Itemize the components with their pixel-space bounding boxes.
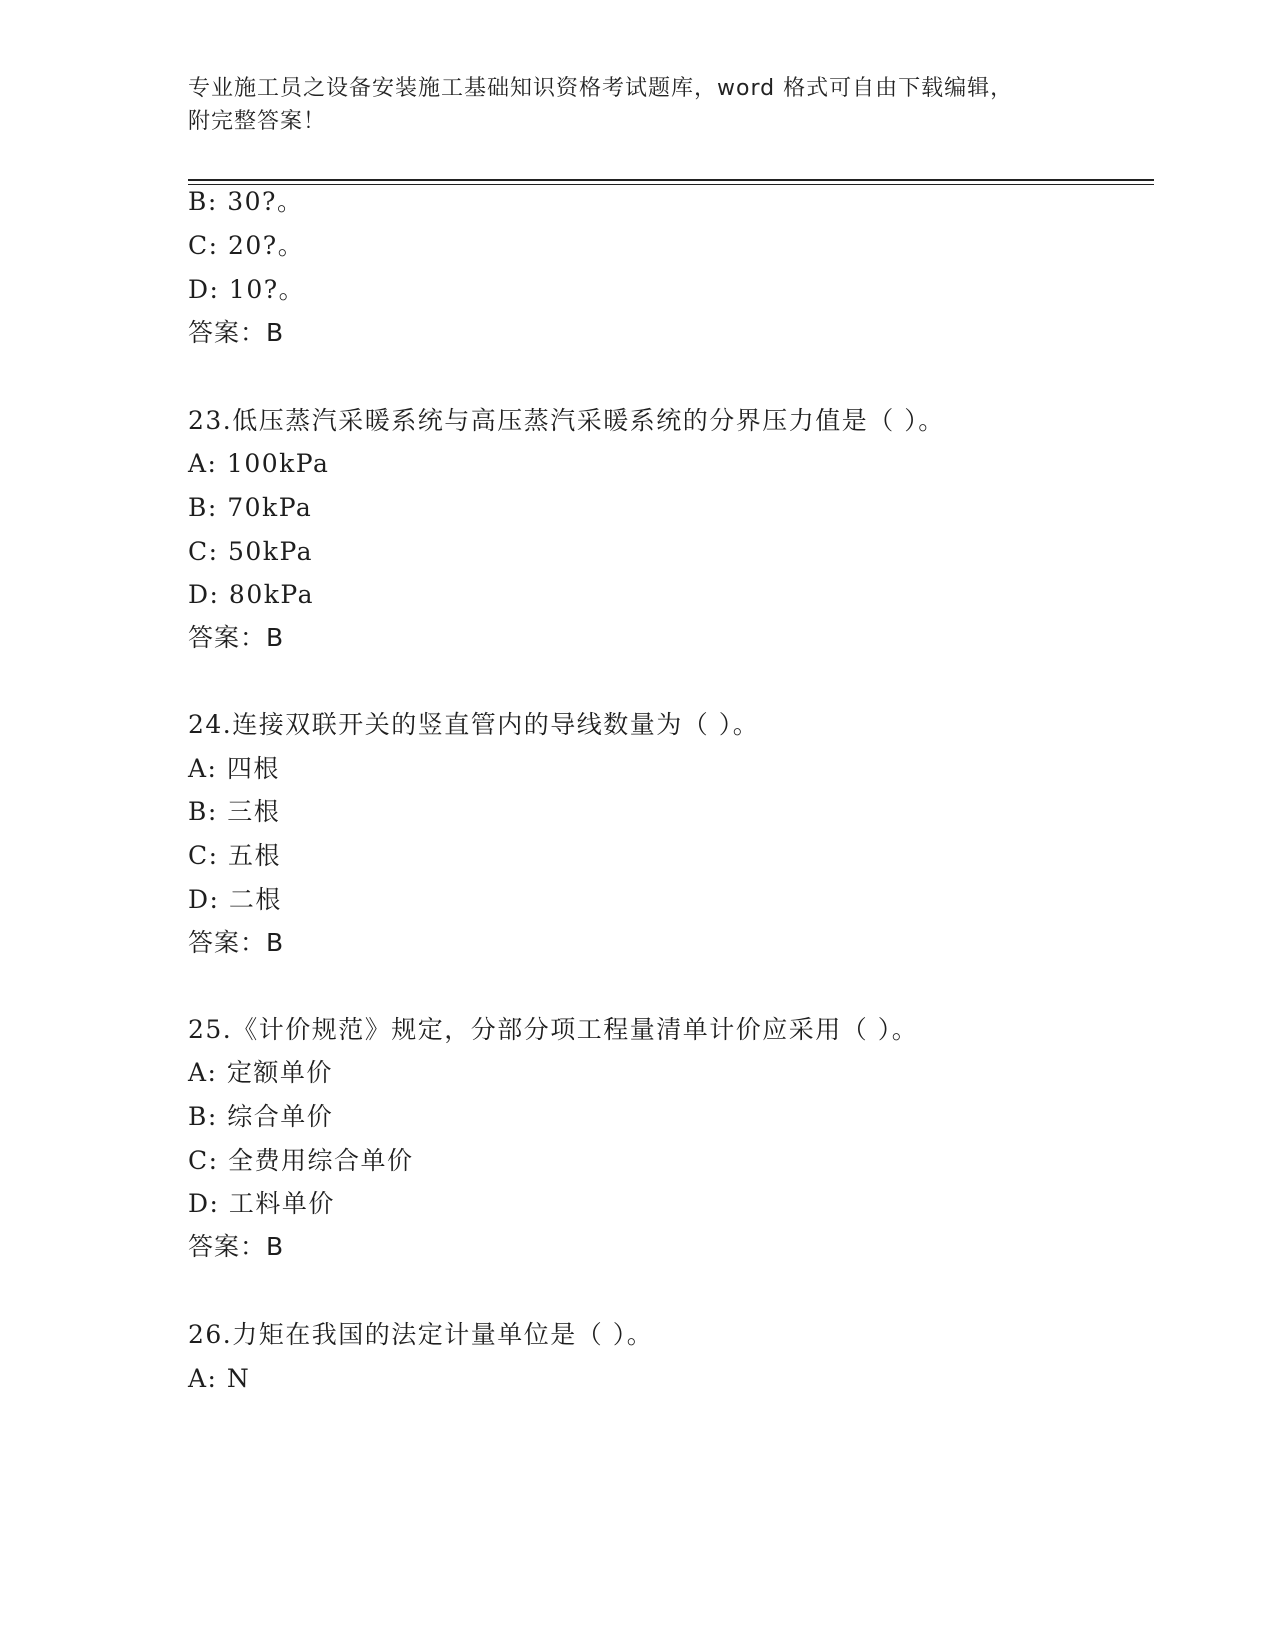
header-divider-thin [188,184,1154,185]
header-line-2: 附完整答案！ [188,109,327,134]
answer-line: 答案：B [188,1232,285,1261]
option-d: D: 80kPa [188,580,314,609]
answer-line: 答案：B [188,318,285,347]
question-26: 26.力矩在我国的法定计量单位是（ ）。 [188,1320,654,1349]
option-c: C: 50kPa [188,537,314,566]
header-divider-thick [188,179,1154,181]
option-a: A: N [188,1364,251,1393]
option-d: D: 10?。 [188,275,306,304]
option-b: B: 30?。 [188,187,304,216]
question-23: 23.低压蒸汽采暖系统与高压蒸汽采暖系统的分界压力值是（ ）。 [188,406,945,435]
option-a: A: 四根 [188,754,280,783]
option-d: D: 工料单价 [188,1189,335,1218]
option-a: A: 100kPa [188,449,330,478]
question-24: 24.连接双联开关的竖直管内的导线数量为（ ）。 [188,710,760,739]
header-line-1: 专业施工员之设备安装施工基础知识资格考试题库，word 格式可自由下载编辑， [188,76,1014,101]
question-25: 25.《计价规范》规定，分部分项工程量清单计价应采用（ ）。 [188,1015,919,1044]
option-a: A: 定额单价 [188,1058,333,1087]
option-c: C: 五根 [188,841,281,870]
option-c: C: 20?。 [188,231,305,260]
option-b: B: 70kPa [188,493,313,522]
option-b: B: 三根 [188,797,281,826]
answer-line: 答案：B [188,623,285,652]
option-d: D: 二根 [188,885,282,914]
answer-line: 答案：B [188,928,285,957]
option-c: C: 全费用综合单价 [188,1146,414,1175]
option-b: B: 综合单价 [188,1102,334,1131]
document-header [188,72,1088,138]
